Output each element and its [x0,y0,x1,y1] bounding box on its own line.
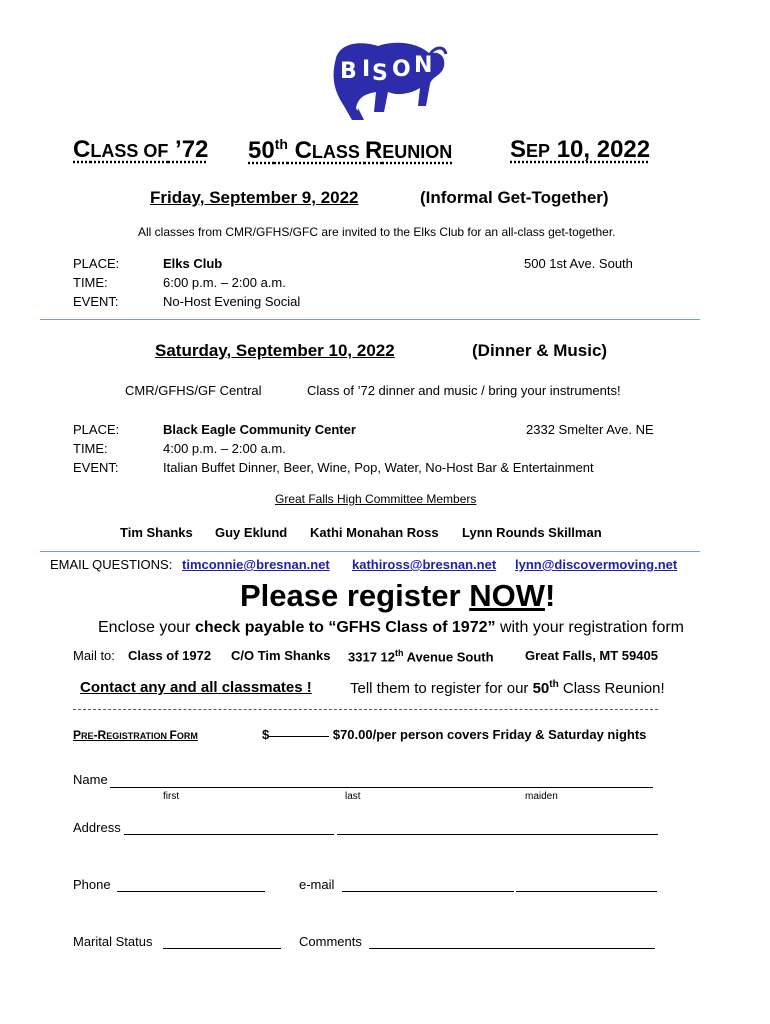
committee-title: Great Falls High Committee Members [275,492,477,506]
comments-field[interactable] [369,948,655,949]
address-field-1[interactable] [124,834,334,835]
address-field-2[interactable] [337,834,658,835]
email-field-2[interactable] [516,891,657,892]
section-divider [40,319,700,320]
svg-text:B: B [340,59,357,84]
friday-note: All classes from CMR/GFHS/GFC are invited to the Elks Club for an all-class get-together. [138,225,616,239]
committee-member: Guy Eklund [215,525,288,540]
mail-line-1: Class of 1972 [128,648,212,663]
friday-subtitle: (Informal Get-Together) [420,188,609,207]
friday-time: 6:00 p.m. – 2:00 a.m. [163,275,286,290]
friday-time-label: TIME: [73,275,108,290]
marital-field[interactable] [163,948,281,949]
marital-label: Marital Status [73,934,153,949]
saturday-title: Saturday, September 10, 2022 [155,341,395,360]
mail-label: Mail to: [73,648,115,663]
saturday-address: 2332 Smelter Ave. NE [526,422,654,437]
comments-label: Comments [299,934,362,949]
name-field[interactable] [110,787,653,788]
friday-place: Elks Club [163,256,223,271]
committee-member: Kathi Monahan Ross [310,525,439,540]
svg-text:N: N [414,53,433,78]
phone-field[interactable] [117,891,265,892]
class-of-heading: CLASS OF ’72 [73,136,209,163]
tell-line: Tell them to register for our 50th Class Reunion! [350,679,665,697]
mail-line-3: 3317 12th Avenue South [348,648,494,665]
saturday-schools: CMR/GFHS/GF Central [125,383,262,398]
saturday-event: Italian Buffet Dinner, Beer, Wine, Pop, Water, No-Host Bar & Entertainment [163,460,594,475]
email-field-label: e-mail [299,877,335,892]
saturday-note: Class of ’72 dinner and music / bring your instruments! [307,383,621,398]
friday-place-label: PLACE: [73,256,120,271]
saturday-place-label: PLACE: [73,422,120,437]
svg-text:I: I [362,57,371,82]
price-line: $ $70.00/per person covers Friday & Saturday nights [262,727,647,742]
saturday-subtitle: (Dinner & Music) [472,341,608,360]
svg-text:O: O [392,57,411,82]
hint-first: first [163,791,180,802]
saturday-place: Black Eagle Community Center [163,422,356,437]
form-title: PRE-REGISTRATION FORM [73,728,198,742]
saturday-event-label: EVENT: [73,460,119,475]
amount-field[interactable] [269,736,329,737]
register-headline: Please register NOW! [240,578,556,613]
hint-last: last [345,791,361,802]
svg-text:S: S [372,61,388,86]
mail-line-2: C/O Tim Shanks [231,648,331,663]
mail-line-4: Great Falls, MT 59405 [525,648,658,663]
date-heading: SEP 10, 2022 [510,136,651,163]
name-label: Name [73,772,108,787]
cut-line [73,709,658,710]
friday-event: No-Host Evening Social [163,294,301,309]
email-label: EMAIL QUESTIONS: [50,557,173,572]
committee-member: Tim Shanks [120,525,193,540]
reunion-heading: 50th CLASS REUNION [248,136,453,164]
email-link[interactable]: lynn@discovermoving.net [515,557,678,572]
saturday-time-label: TIME: [73,441,108,456]
email-link[interactable]: timconnie@bresnan.net [182,557,330,572]
friday-event-label: EVENT: [73,294,119,309]
enclose-line: Enclose your check payable to “GFHS Class of 1972” with your registration form [98,619,685,636]
email-link[interactable]: kathiross@bresnan.net [352,557,497,572]
friday-address: 500 1st Ave. South [524,256,633,271]
committee-member: Lynn Rounds Skillman [462,525,602,540]
section-divider [40,551,700,552]
email-field-1[interactable] [342,891,514,892]
contact-line: Contact any and all classmates ! [80,679,312,696]
saturday-time: 4:00 p.m. – 2:00 a.m. [163,441,286,456]
hint-maiden: maiden [525,791,558,802]
bison-logo [318,36,450,122]
address-label: Address [73,820,121,835]
phone-label: Phone [73,877,111,892]
friday-title: Friday, September 9, 2022 [150,188,359,207]
